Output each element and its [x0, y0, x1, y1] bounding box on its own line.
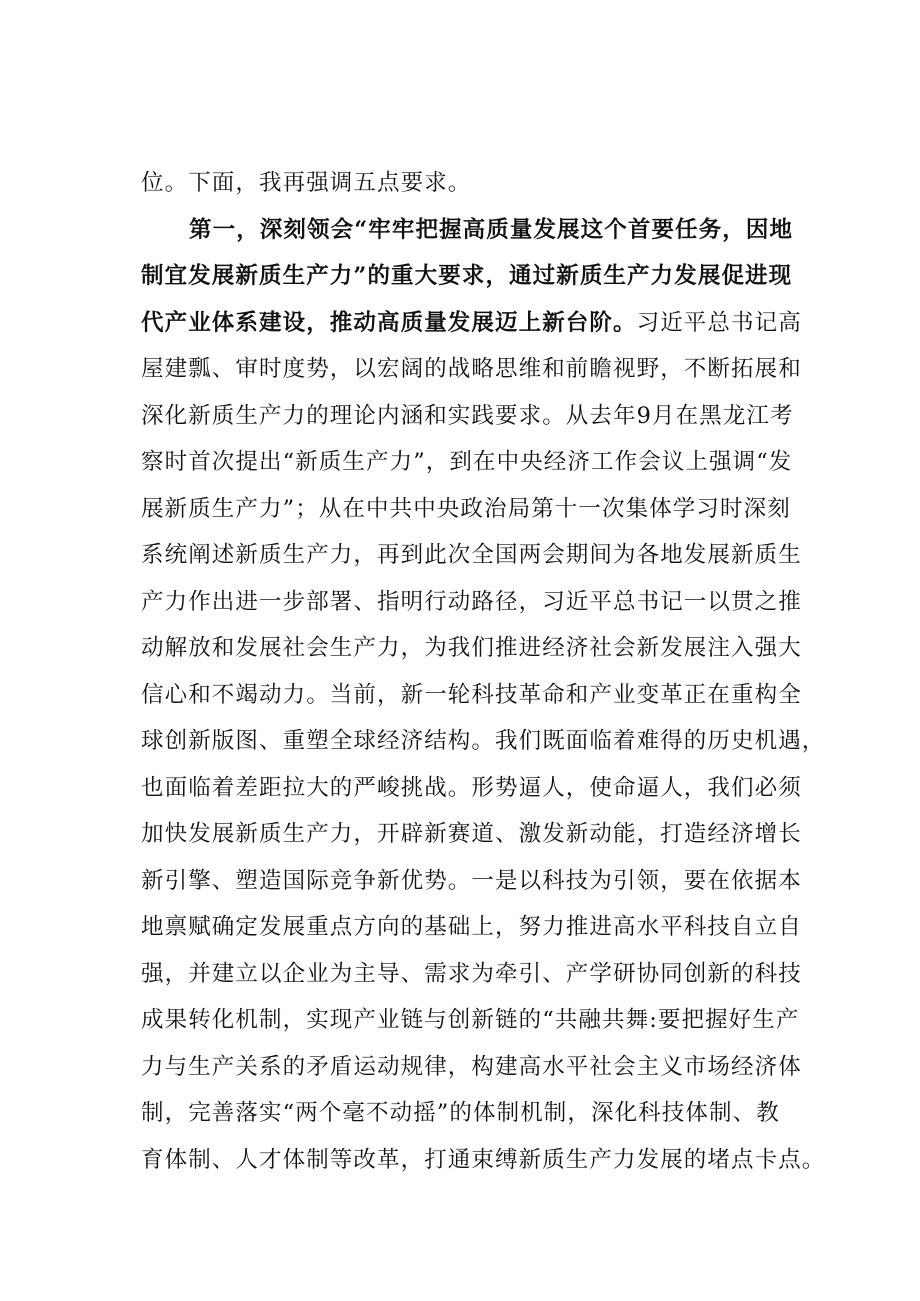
text-line: 信心和不竭动力。当前，新一轮科技革命和产业变革正在重构全	[141, 681, 802, 708]
text-line: 新引擎、塑造国际竞争新优势。一是以科技为引领，要在依据本	[141, 867, 802, 894]
text-line: 系统阐述新质生产力，再到此次全国两会期间为各地发展新质生	[141, 542, 802, 568]
text-line	[141, 253, 821, 300]
text-line: 深化新质生产力的理论内涵和实践要求。从去年9月在黑龙江考	[141, 402, 794, 429]
text-line: 加快发展新质生产力，开辟新赛道、激发新动能，打造经济增长	[141, 821, 802, 847]
text-line: 强，并建立以企业为主导、需求为牵引、产学研协同创新的科技	[141, 960, 802, 987]
text-line: 地禀赋确定发展重点方向的基础上，努力推进高水平科技自立自	[141, 914, 802, 940]
bold-heading-text: 代产业体系建设，推动高质量发展迈上新台阶。	[141, 309, 637, 336]
text-line: 动解放和发展社会生产力，为我们推进经济社会新发展注入强大	[141, 635, 802, 661]
text-line: 展新质生产力”；从在中共中央政治局第十一次集体学习时深刻	[141, 495, 791, 522]
normal-text: 习近平总书记高	[636, 309, 802, 336]
text-line: 产力作出进一步部署、指明行动路径，习近平总书记一以贯之推	[141, 588, 802, 615]
text-line	[141, 207, 821, 254]
text-line: 位。下面，我再强调五点要求。	[141, 170, 472, 196]
text-line: 力与生产关系的矛盾运动规律，构建高水平社会主义市场经济体	[141, 1053, 802, 1080]
text-line: 也面临着差距拉大的严峻挑战。形势逼人，使命逼人，我们必须	[141, 774, 802, 801]
text-line: 球创新版图、重塑全球经济结构。我们既面临着难得的历史机遇，	[141, 728, 826, 754]
bold-heading-text: 制宜发展新质生产力”的重大要求，通过新质生产力发展促进现	[141, 263, 793, 289]
text-line: 察时首次提出“新质生产力”，到在中央经济工作会议上强调“发	[141, 449, 793, 475]
text-line: 成果转化机制，实现产业链与创新链的“共融共舞:要把握好生产	[141, 1007, 800, 1033]
bold-heading-text: 第一，深刻领会“牢牢把握高质量发展这个首要任务，因地	[189, 216, 794, 243]
text-line	[141, 300, 821, 347]
text-line: 育体制、人才体制等改革，打通束缚新质生产力发展的堵点卡点。	[141, 1146, 826, 1173]
text-line: 屋建瓢、审时度势，以宏阔的战略思维和前瞻视野，不断拓展和	[141, 356, 802, 382]
text-line: 制，完善落实“两个毫不动摇”的体制机制，深化科技体制、教	[141, 1100, 780, 1126]
body-text	[141, 160, 826, 1183]
